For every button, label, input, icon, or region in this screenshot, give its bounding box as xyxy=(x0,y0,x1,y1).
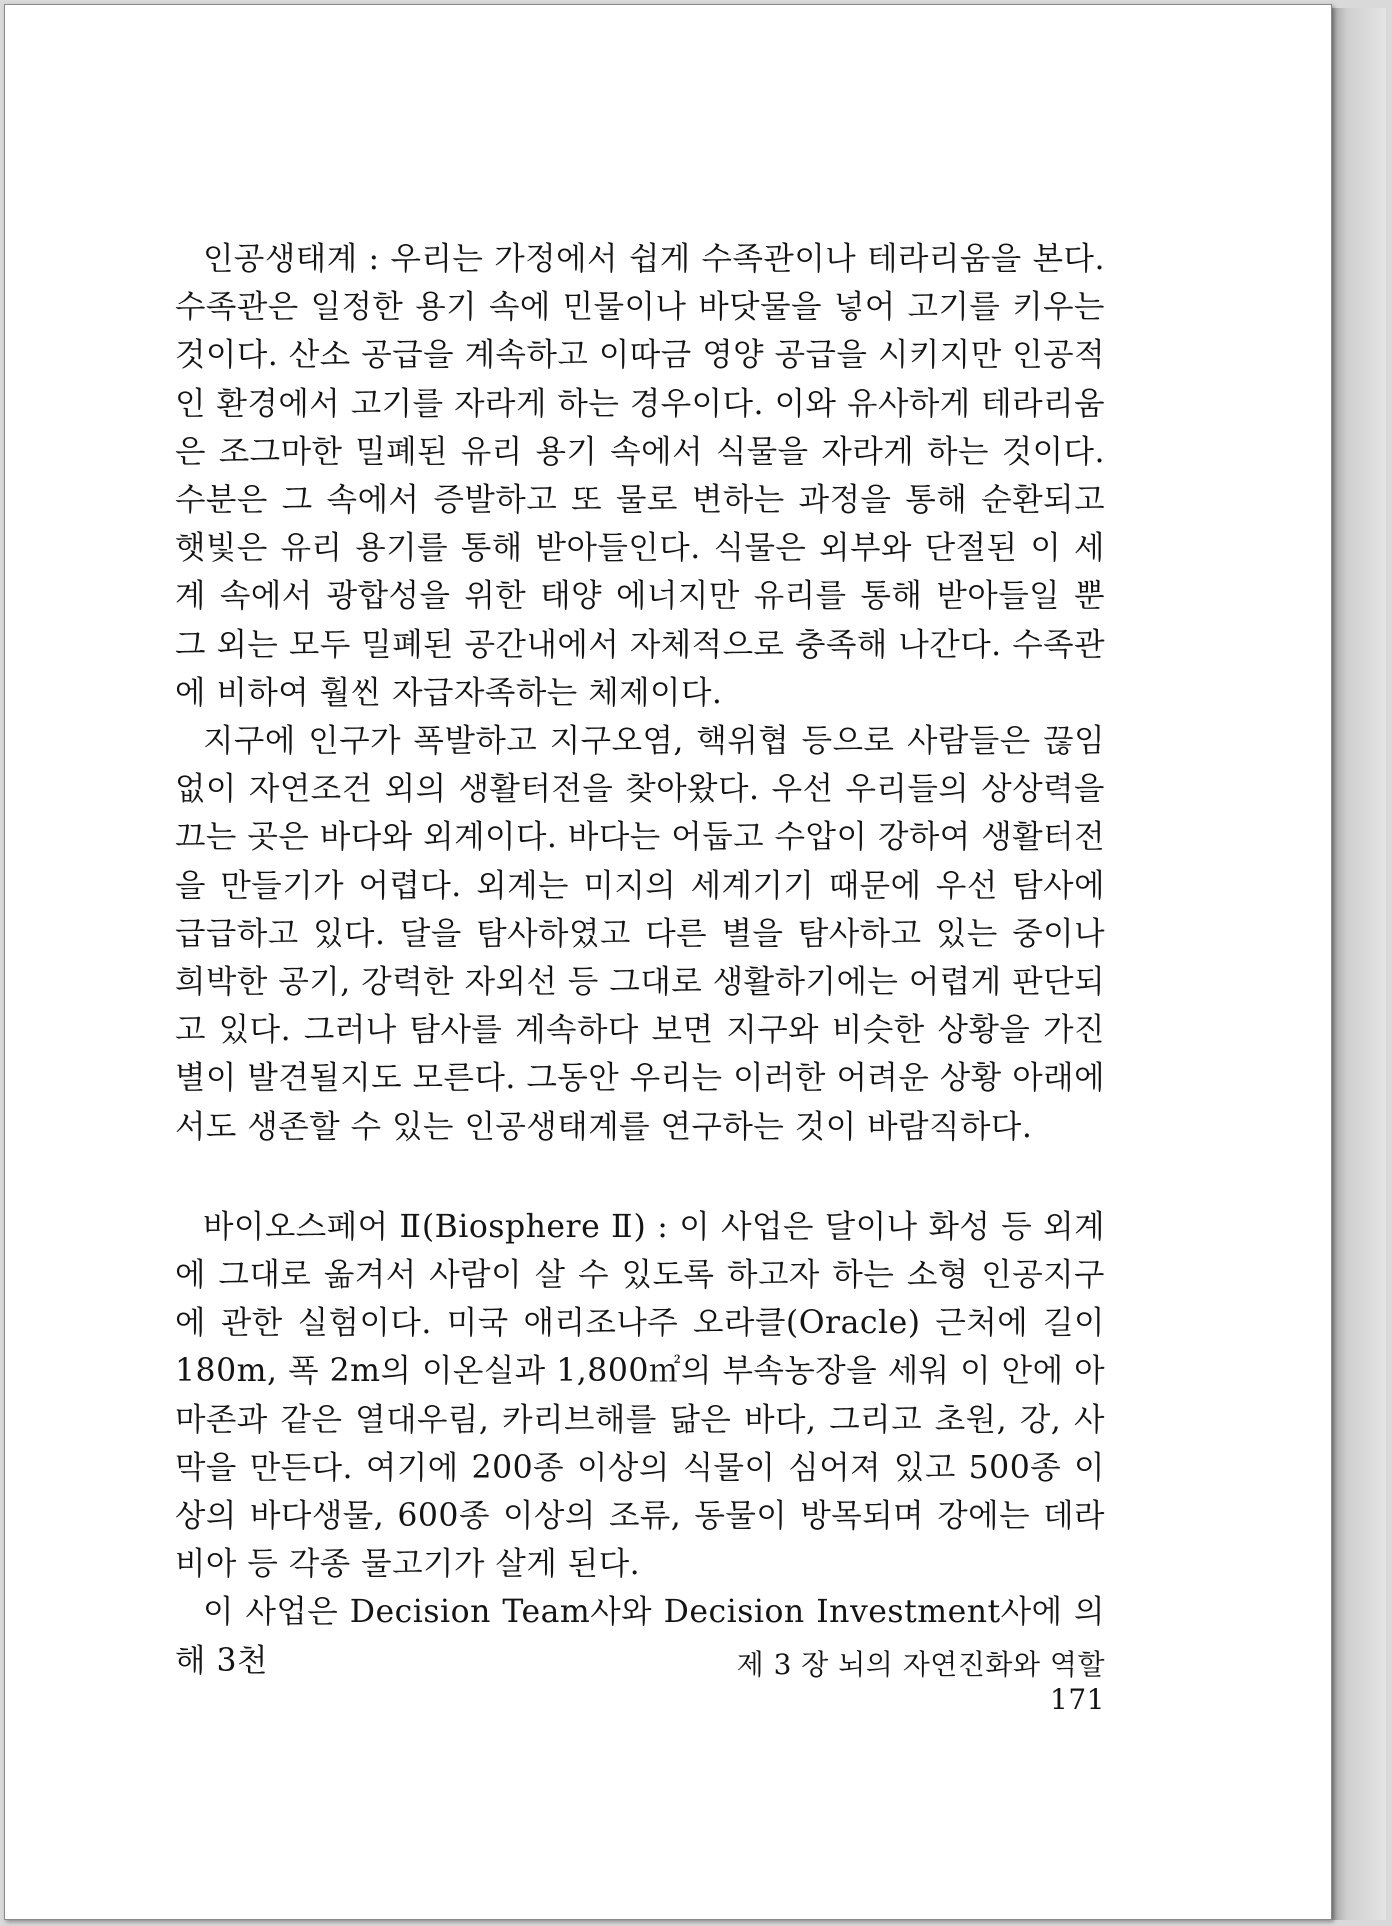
page-footer xyxy=(665,1643,1105,1716)
page-edge-shadow xyxy=(1330,8,1386,1920)
book-page xyxy=(4,4,1332,1920)
paragraph-biosphere-2: 바이오스페어 Ⅱ(Biosphere Ⅱ) : 이 사업은 달이나 화성 등 외계에 그대로 옮겨서 사람이 살 수 있도록 하고자 하는 소형 인공지구에 관한 실험이다. 미국 애리조나주 오라클(Oracle) 근처에 길이 180m, 폭 2m의 이온실과 1,800㎡의 부속농장을 세워 이 안에 아마존과 같은 열대우림, 카리브해를 닮은 바다, 그리고 초원, 강, 사막을 만든다. 여기에 200종 이상의 식물이 심어져 있고 500종 이상의 바다생물, 600종 이상의 조류, 동물이 방목되며 강에는 데라비아 등 각종 물고기가 살게 된다. xyxy=(175,1208,1105,1583)
section-gap xyxy=(175,1151,1105,1203)
paragraph-project-funding: 이 사업은 Decision Team사와 Decision Investment사에 의해 3천 xyxy=(175,1594,1105,1679)
paragraph-artificial-ecosystem: 인공생태계 : 우리는 가정에서 쉽게 수족관이나 테라리움을 본다. 수족관은 일정한 용기 속에 민물이나 바닷물을 넣어 고기를 키우는 것이다. 산소 공급을 계속하고 이따금 영양 공급을 시키지만 인공적인 환경에서 고기를 자라게 하는 경우이다. 이와 유사하게 테라리움은 조그마한 밀폐된 유리 용기 속에서 식물을 자라게 하는 것이다. 수분은 그 속에서 증발하고 또 물로 변하는 과정을 통해 순환되고 햇빛은 유리 용기를 통해 받아들인다. 식물은 외부와 단절된 이 세계 속에서 광합성을 위한 태양 에너지만 유리를 통해 받아들일 뿐 그 외는 모두 밀폐된 공간내에서 자체적으로 충족해 나간다. 수족관에 비하여 훨씬 자급자족하는 체제이다. xyxy=(175,241,1105,711)
paragraph-space-habitat: 지구에 인구가 폭발하고 지구오염, 핵위협 등으로 사람들은 끊임없이 자연조건 외의 생활터전을 찾아왔다. 우선 우리들의 상상력을 끄는 곳은 바다와 외계이다. 바다는 어둡고 수압이 강하여 생활터전을 만들기가 어렵다. 외계는 미지의 세계기기 때문에 우선 탐사에 급급하고 있다. 달을 탐사하였고 다른 별을 탐사하고 있는 중이나 희박한 공기, 강력한 자외선 등 그대로 생활하기에는 어렵게 판단되고 있다. 그러나 탐사를 계속하다 보면 지구와 비슷한 상황을 가진 별이 발견될지도 모른다. 그동안 우리는 이러한 어려운 상황 아래에서도 생존할 수 있는 인공생태계를 연구하는 것이 바람직하다. xyxy=(175,723,1105,1145)
page-number: 171 xyxy=(1050,1683,1105,1716)
page-body xyxy=(175,235,1105,1685)
chapter-title: 제 3 장 뇌의 자연진화와 역할 xyxy=(736,1648,1105,1681)
